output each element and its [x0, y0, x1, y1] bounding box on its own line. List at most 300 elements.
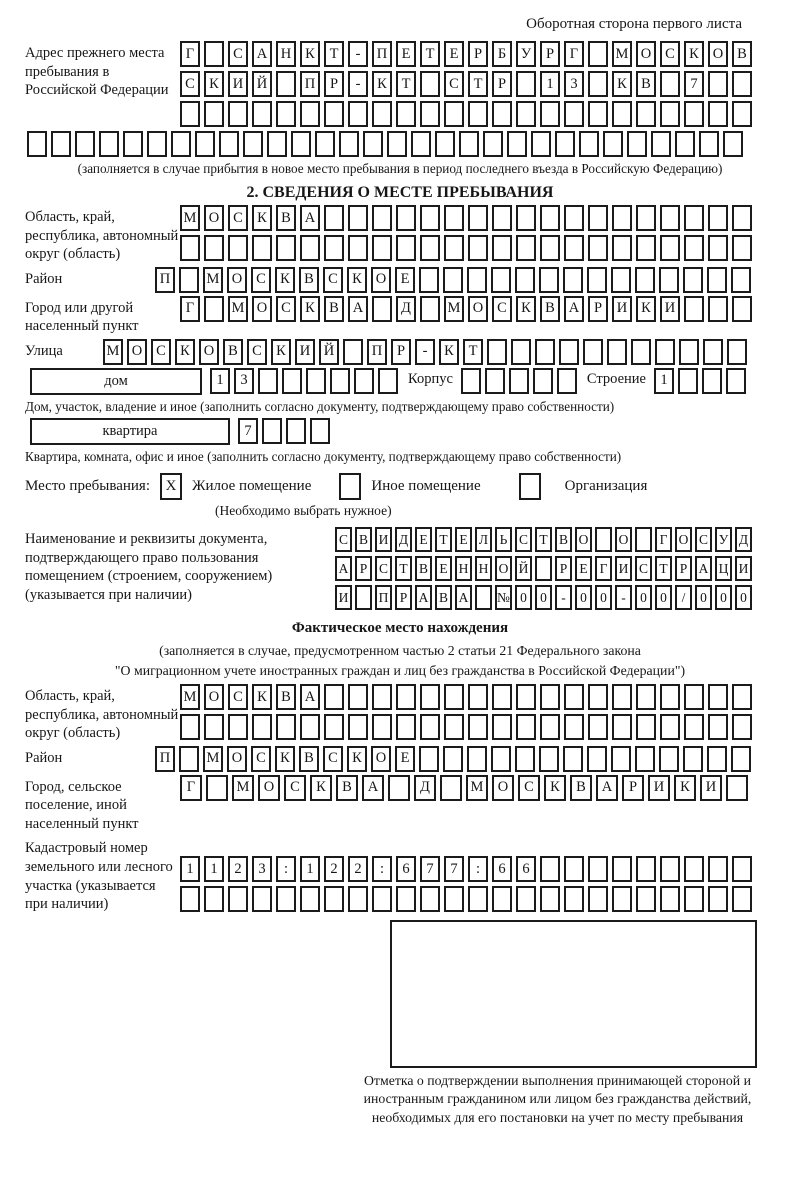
char-cell[interactable]: И	[700, 775, 722, 801]
char-cell[interactable]	[444, 714, 464, 740]
char-cell[interactable]	[324, 886, 344, 912]
char-cell[interactable]: К	[612, 71, 632, 97]
char-cell[interactable]: 6	[492, 856, 512, 882]
char-cell[interactable]	[731, 267, 751, 293]
char-cell[interactable]	[708, 886, 728, 912]
char-cell[interactable]: /	[675, 585, 692, 610]
char-cell[interactable]: Н	[455, 556, 472, 581]
char-cell[interactable]	[444, 886, 464, 912]
char-cell[interactable]: :	[276, 856, 296, 882]
char-cell[interactable]	[354, 368, 374, 394]
char-cell[interactable]	[444, 235, 464, 261]
char-cell[interactable]	[564, 205, 584, 231]
char-cell[interactable]: П	[300, 71, 320, 97]
char-cell[interactable]	[324, 714, 344, 740]
char-cell[interactable]	[348, 235, 368, 261]
char-cell[interactable]	[492, 714, 512, 740]
char-cell[interactable]: М	[466, 775, 488, 801]
char-cell[interactable]	[419, 267, 439, 293]
char-cell[interactable]	[396, 205, 416, 231]
char-cell[interactable]: 7	[444, 856, 464, 882]
char-cell[interactable]	[636, 886, 656, 912]
char-cell[interactable]	[540, 205, 560, 231]
char-cell[interactable]	[444, 101, 464, 127]
char-cell[interactable]	[660, 684, 680, 710]
char-cell[interactable]	[627, 131, 647, 157]
char-cell[interactable]	[540, 101, 560, 127]
char-cell[interactable]	[324, 235, 344, 261]
char-cell[interactable]	[678, 368, 698, 394]
char-cell[interactable]: С	[284, 775, 306, 801]
char-cell[interactable]: Н	[276, 41, 296, 67]
char-cell[interactable]: 1	[654, 368, 674, 394]
char-cell[interactable]	[348, 684, 368, 710]
char-cell[interactable]	[607, 339, 627, 365]
char-cell[interactable]	[330, 368, 350, 394]
char-cell[interactable]	[420, 886, 440, 912]
char-cell[interactable]	[660, 101, 680, 127]
char-cell[interactable]	[675, 131, 695, 157]
char-cell[interactable]: В	[276, 684, 296, 710]
char-cell[interactable]	[723, 131, 743, 157]
char-cell[interactable]	[468, 205, 488, 231]
char-cell[interactable]	[468, 684, 488, 710]
char-cell[interactable]: К	[275, 746, 295, 772]
char-cell[interactable]	[372, 714, 392, 740]
char-cell[interactable]: М	[203, 746, 223, 772]
char-cell[interactable]: С	[695, 527, 712, 552]
char-cell[interactable]: 0	[595, 585, 612, 610]
char-cell[interactable]	[483, 131, 503, 157]
char-cell[interactable]	[491, 267, 511, 293]
char-cell[interactable]: О	[252, 296, 272, 322]
char-cell[interactable]: И	[735, 556, 752, 581]
char-cell[interactable]	[539, 746, 559, 772]
char-cell[interactable]	[396, 886, 416, 912]
char-cell[interactable]	[387, 131, 407, 157]
char-cell[interactable]: 3	[564, 71, 584, 97]
char-cell[interactable]	[516, 235, 536, 261]
char-cell[interactable]	[684, 101, 704, 127]
char-cell[interactable]	[468, 235, 488, 261]
char-cell[interactable]: М	[444, 296, 464, 322]
char-cell[interactable]	[195, 131, 215, 157]
char-cell[interactable]: К	[310, 775, 332, 801]
char-cell[interactable]	[684, 205, 704, 231]
char-cell[interactable]: Л	[475, 527, 492, 552]
char-cell[interactable]: К	[439, 339, 459, 365]
char-cell[interactable]	[243, 131, 263, 157]
char-cell[interactable]: П	[155, 746, 175, 772]
char-cell[interactable]	[492, 205, 512, 231]
char-cell[interactable]	[300, 886, 320, 912]
char-cell[interactable]	[509, 368, 529, 394]
char-cell[interactable]: С	[335, 527, 352, 552]
char-cell[interactable]	[732, 714, 752, 740]
char-cell[interactable]: У	[715, 527, 732, 552]
char-cell[interactable]	[635, 746, 655, 772]
char-cell[interactable]	[635, 527, 652, 552]
char-cell[interactable]	[258, 368, 278, 394]
char-cell[interactable]: О	[199, 339, 219, 365]
char-cell[interactable]: Р	[622, 775, 644, 801]
char-cell[interactable]	[684, 714, 704, 740]
char-cell[interactable]: С	[492, 296, 512, 322]
char-cell[interactable]	[324, 101, 344, 127]
char-cell[interactable]	[27, 131, 47, 157]
char-cell[interactable]	[461, 368, 481, 394]
char-cell[interactable]	[635, 267, 655, 293]
char-cell[interactable]: С	[251, 267, 271, 293]
char-cell[interactable]	[252, 714, 272, 740]
char-cell[interactable]	[708, 71, 728, 97]
char-cell[interactable]	[276, 71, 296, 97]
char-cell[interactable]: Ь	[495, 527, 512, 552]
char-cell[interactable]	[564, 856, 584, 882]
char-cell[interactable]	[603, 131, 623, 157]
char-cell[interactable]	[348, 101, 368, 127]
char-cell[interactable]	[267, 131, 287, 157]
char-cell[interactable]: В	[299, 746, 319, 772]
char-cell[interactable]	[557, 368, 577, 394]
char-cell[interactable]: А	[348, 296, 368, 322]
char-cell[interactable]: Т	[395, 556, 412, 581]
char-cell[interactable]	[467, 746, 487, 772]
char-cell[interactable]: Р	[355, 556, 372, 581]
char-cell[interactable]	[372, 235, 392, 261]
char-cell[interactable]: И	[295, 339, 315, 365]
char-cell[interactable]: В	[636, 71, 656, 97]
char-cell[interactable]	[732, 886, 752, 912]
char-cell[interactable]: Р	[324, 71, 344, 97]
char-cell[interactable]	[731, 746, 751, 772]
char-cell[interactable]: 0	[575, 585, 592, 610]
char-cell[interactable]	[708, 205, 728, 231]
char-cell[interactable]: С	[515, 527, 532, 552]
char-cell[interactable]: В	[276, 205, 296, 231]
char-cell[interactable]	[516, 71, 536, 97]
char-cell[interactable]	[516, 714, 536, 740]
char-cell[interactable]	[443, 267, 463, 293]
char-cell[interactable]: К	[347, 267, 367, 293]
char-cell[interactable]: Й	[319, 339, 339, 365]
checkbox-other-premises[interactable]	[339, 473, 361, 500]
char-cell[interactable]	[228, 886, 248, 912]
char-cell[interactable]	[636, 856, 656, 882]
char-cell[interactable]	[310, 418, 330, 444]
char-cell[interactable]	[535, 339, 555, 365]
char-cell[interactable]	[564, 886, 584, 912]
char-cell[interactable]	[300, 101, 320, 127]
char-cell[interactable]: О	[227, 267, 247, 293]
char-cell[interactable]: 0	[715, 585, 732, 610]
char-cell[interactable]	[300, 714, 320, 740]
char-cell[interactable]	[443, 746, 463, 772]
char-cell[interactable]: В	[336, 775, 358, 801]
char-cell[interactable]: С	[247, 339, 267, 365]
char-cell[interactable]	[679, 339, 699, 365]
char-cell[interactable]: Е	[455, 527, 472, 552]
char-cell[interactable]: 1	[180, 856, 200, 882]
char-cell[interactable]: К	[271, 339, 291, 365]
char-cell[interactable]	[468, 886, 488, 912]
char-cell[interactable]: К	[252, 205, 272, 231]
char-cell[interactable]	[612, 101, 632, 127]
char-cell[interactable]	[204, 886, 224, 912]
char-cell[interactable]	[507, 131, 527, 157]
char-cell[interactable]	[579, 131, 599, 157]
char-cell[interactable]: В	[415, 556, 432, 581]
char-cell[interactable]: Г	[180, 775, 202, 801]
char-cell[interactable]: Д	[395, 527, 412, 552]
char-cell[interactable]: :	[372, 856, 392, 882]
char-cell[interactable]: Й	[252, 71, 272, 97]
char-cell[interactable]	[420, 235, 440, 261]
char-cell[interactable]	[655, 339, 675, 365]
char-cell[interactable]: М	[228, 296, 248, 322]
char-cell[interactable]: Р	[540, 41, 560, 67]
char-cell[interactable]	[531, 131, 551, 157]
char-cell[interactable]	[492, 684, 512, 710]
char-cell[interactable]	[660, 886, 680, 912]
char-cell[interactable]: О	[371, 746, 391, 772]
char-cell[interactable]: В	[732, 41, 752, 67]
char-cell[interactable]: В	[540, 296, 560, 322]
char-cell[interactable]: О	[708, 41, 728, 67]
char-cell[interactable]	[563, 746, 583, 772]
char-cell[interactable]: 2	[324, 856, 344, 882]
char-cell[interactable]: К	[300, 41, 320, 67]
char-cell[interactable]	[588, 41, 608, 67]
char-cell[interactable]	[702, 368, 722, 394]
char-cell[interactable]	[171, 131, 191, 157]
char-cell[interactable]: Н	[475, 556, 492, 581]
char-cell[interactable]	[708, 101, 728, 127]
char-cell[interactable]: -	[555, 585, 572, 610]
char-cell[interactable]: Р	[555, 556, 572, 581]
char-cell[interactable]: И	[335, 585, 352, 610]
char-cell[interactable]: О	[371, 267, 391, 293]
char-cell[interactable]	[516, 205, 536, 231]
char-cell[interactable]: О	[258, 775, 280, 801]
char-cell[interactable]: 7	[684, 71, 704, 97]
char-cell[interactable]	[612, 714, 632, 740]
char-cell[interactable]	[684, 296, 704, 322]
char-cell[interactable]	[588, 886, 608, 912]
char-cell[interactable]	[732, 684, 752, 710]
char-cell[interactable]	[611, 746, 631, 772]
char-cell[interactable]	[435, 131, 455, 157]
char-cell[interactable]	[420, 205, 440, 231]
char-cell[interactable]: К	[175, 339, 195, 365]
char-cell[interactable]: И	[375, 527, 392, 552]
char-cell[interactable]	[595, 527, 612, 552]
char-cell[interactable]: 2	[348, 856, 368, 882]
char-cell[interactable]	[699, 131, 719, 157]
char-cell[interactable]: О	[204, 684, 224, 710]
char-cell[interactable]: П	[367, 339, 387, 365]
char-cell[interactable]	[583, 339, 603, 365]
char-cell[interactable]: 3	[252, 856, 272, 882]
char-cell[interactable]	[540, 684, 560, 710]
char-cell[interactable]: 2	[228, 856, 248, 882]
char-cell[interactable]	[732, 205, 752, 231]
char-cell[interactable]: А	[300, 205, 320, 231]
char-cell[interactable]	[636, 205, 656, 231]
char-cell[interactable]	[732, 296, 752, 322]
char-cell[interactable]: В	[570, 775, 592, 801]
char-cell[interactable]	[440, 775, 462, 801]
char-cell[interactable]: 1	[540, 71, 560, 97]
char-cell[interactable]: Р	[391, 339, 411, 365]
char-cell[interactable]: В	[435, 585, 452, 610]
char-cell[interactable]	[204, 101, 224, 127]
char-cell[interactable]: П	[155, 267, 175, 293]
char-cell[interactable]: Р	[675, 556, 692, 581]
char-cell[interactable]: С	[444, 71, 464, 97]
char-cell[interactable]: Т	[324, 41, 344, 67]
char-cell[interactable]: 0	[635, 585, 652, 610]
char-cell[interactable]	[468, 714, 488, 740]
char-cell[interactable]: М	[203, 267, 223, 293]
char-cell[interactable]: 1	[210, 368, 230, 394]
char-cell[interactable]	[636, 101, 656, 127]
char-cell[interactable]: Ц	[715, 556, 732, 581]
char-cell[interactable]: Д	[396, 296, 416, 322]
char-cell[interactable]	[276, 101, 296, 127]
char-cell[interactable]	[396, 235, 416, 261]
char-cell[interactable]: 6	[396, 856, 416, 882]
char-cell[interactable]: Е	[396, 41, 416, 67]
char-cell[interactable]	[300, 235, 320, 261]
char-cell[interactable]	[219, 131, 239, 157]
char-cell[interactable]: О	[204, 205, 224, 231]
char-cell[interactable]	[348, 886, 368, 912]
char-cell[interactable]: Й	[515, 556, 532, 581]
char-cell[interactable]	[419, 746, 439, 772]
char-cell[interactable]	[559, 339, 579, 365]
char-cell[interactable]	[726, 368, 746, 394]
char-cell[interactable]	[612, 205, 632, 231]
char-cell[interactable]	[315, 131, 335, 157]
char-cell[interactable]	[708, 856, 728, 882]
char-cell[interactable]: А	[335, 556, 352, 581]
char-cell[interactable]: :	[468, 856, 488, 882]
char-cell[interactable]	[180, 235, 200, 261]
char-cell[interactable]	[683, 746, 703, 772]
char-cell[interactable]	[516, 684, 536, 710]
char-cell[interactable]	[252, 235, 272, 261]
char-cell[interactable]	[492, 886, 512, 912]
char-cell[interactable]: В	[324, 296, 344, 322]
char-cell[interactable]: А	[415, 585, 432, 610]
char-cell[interactable]	[564, 684, 584, 710]
char-cell[interactable]: К	[300, 296, 320, 322]
char-cell[interactable]	[563, 267, 583, 293]
char-cell[interactable]	[588, 684, 608, 710]
char-cell[interactable]	[726, 775, 748, 801]
char-cell[interactable]	[420, 684, 440, 710]
char-cell[interactable]: №	[495, 585, 512, 610]
char-cell[interactable]: У	[516, 41, 536, 67]
char-cell[interactable]: С	[375, 556, 392, 581]
char-cell[interactable]: О	[492, 775, 514, 801]
char-cell[interactable]: Г	[655, 527, 672, 552]
char-cell[interactable]	[276, 886, 296, 912]
char-cell[interactable]	[204, 41, 224, 67]
char-cell[interactable]	[491, 746, 511, 772]
char-cell[interactable]	[282, 368, 302, 394]
char-cell[interactable]: В	[299, 267, 319, 293]
char-cell[interactable]: А	[252, 41, 272, 67]
char-cell[interactable]	[587, 267, 607, 293]
char-cell[interactable]: Р	[468, 41, 488, 67]
char-cell[interactable]	[588, 235, 608, 261]
char-cell[interactable]	[708, 296, 728, 322]
char-cell[interactable]: В	[223, 339, 243, 365]
char-cell[interactable]	[732, 101, 752, 127]
char-cell[interactable]	[684, 684, 704, 710]
char-cell[interactable]: С	[323, 746, 343, 772]
char-cell[interactable]	[588, 71, 608, 97]
char-cell[interactable]: И	[660, 296, 680, 322]
char-cell[interactable]	[180, 714, 200, 740]
char-cell[interactable]: -	[348, 41, 368, 67]
char-cell[interactable]	[420, 714, 440, 740]
char-cell[interactable]: М	[612, 41, 632, 67]
char-cell[interactable]	[276, 714, 296, 740]
char-cell[interactable]	[611, 267, 631, 293]
char-cell[interactable]: О	[575, 527, 592, 552]
char-cell[interactable]: А	[455, 585, 472, 610]
char-cell[interactable]: И	[612, 296, 632, 322]
char-cell[interactable]	[612, 684, 632, 710]
char-cell[interactable]	[636, 235, 656, 261]
char-cell[interactable]	[99, 131, 119, 157]
char-cell[interactable]	[636, 684, 656, 710]
char-cell[interactable]: К	[204, 71, 224, 97]
char-cell[interactable]	[540, 886, 560, 912]
char-cell[interactable]	[180, 101, 200, 127]
char-cell[interactable]	[75, 131, 95, 157]
char-cell[interactable]	[378, 368, 398, 394]
char-cell[interactable]: 0	[535, 585, 552, 610]
char-cell[interactable]	[468, 101, 488, 127]
char-cell[interactable]	[515, 267, 535, 293]
char-cell[interactable]: 0	[515, 585, 532, 610]
char-cell[interactable]	[587, 746, 607, 772]
char-cell[interactable]: Т	[468, 71, 488, 97]
char-cell[interactable]: Р	[588, 296, 608, 322]
char-cell[interactable]: Р	[395, 585, 412, 610]
char-cell[interactable]	[420, 296, 440, 322]
char-cell[interactable]	[487, 339, 507, 365]
char-cell[interactable]	[306, 368, 326, 394]
char-cell[interactable]	[703, 339, 723, 365]
char-cell[interactable]	[363, 131, 383, 157]
char-cell[interactable]: Б	[492, 41, 512, 67]
char-cell[interactable]: Д	[414, 775, 436, 801]
char-cell[interactable]: О	[636, 41, 656, 67]
char-cell[interactable]	[492, 101, 512, 127]
char-cell[interactable]: Т	[420, 41, 440, 67]
char-cell[interactable]	[123, 131, 143, 157]
char-cell[interactable]	[660, 205, 680, 231]
char-cell[interactable]: А	[564, 296, 584, 322]
char-cell[interactable]: О	[675, 527, 692, 552]
char-cell[interactable]: Е	[395, 267, 415, 293]
char-cell[interactable]: М	[232, 775, 254, 801]
